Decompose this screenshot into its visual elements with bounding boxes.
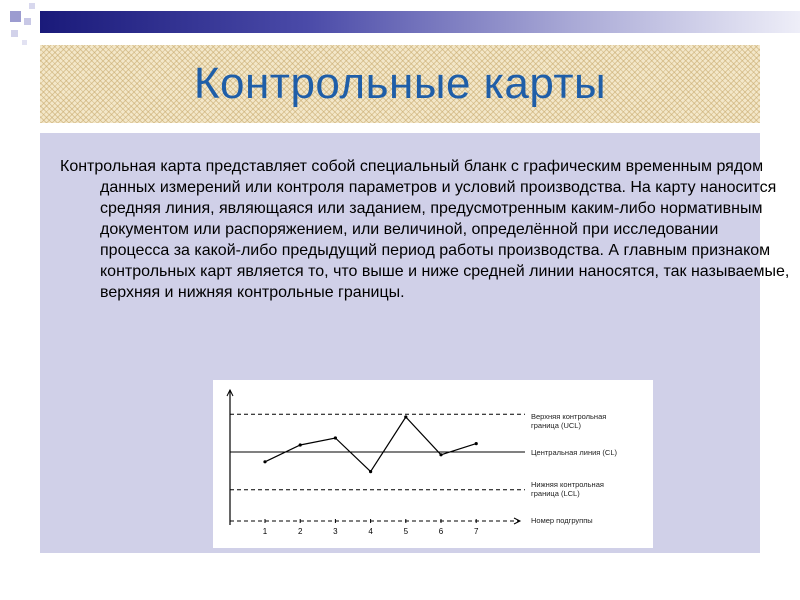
data-point: [439, 453, 442, 456]
top-gradient-bar: [40, 11, 800, 33]
x-tick-label: 3: [333, 527, 338, 536]
data-point: [404, 415, 407, 418]
lcl-label-line1: Нижняя контрольная: [531, 480, 604, 489]
slide-title: Контрольные карты: [193, 59, 607, 108]
data-point: [475, 442, 478, 445]
data-point: [334, 436, 337, 439]
x-tick-label: 2: [297, 527, 303, 536]
ucl-label-line1: Верхняя контрольная: [531, 412, 607, 421]
x-tick-label: 6: [438, 527, 444, 536]
data-point: [299, 443, 302, 446]
data-point: [263, 460, 266, 463]
data-point: [369, 470, 372, 473]
lcl-label: [531, 480, 604, 498]
data-series-line: [265, 417, 476, 472]
ucl-label: [531, 412, 606, 430]
ucl-label-line2: граница (UCL): [531, 421, 581, 430]
decor-square: [24, 18, 31, 25]
cl-label: Центральная линия (CL): [531, 448, 618, 457]
x-tick-label: 7: [473, 527, 479, 536]
x-tick-label: 4: [368, 527, 373, 536]
decor-square: [29, 3, 35, 9]
decor-square: [10, 11, 21, 22]
control-chart: [213, 380, 653, 548]
x-tick-label: 5: [403, 527, 409, 536]
decor-square: [22, 40, 27, 45]
slide-paragraph: Контрольная карта представляет собой специальный бланк с графическим временным рядом данных измерений или контроля параметров и условий производства. На карту наносится средняя линия, являющаяся или заданием, предусмотренным каким-либо нормативным документом или распоряжением, или величиной, определённой при исследовании процесса за какой-либо предыдущий период работы производства. А главным признаком контрольных карт является то, что выше и ниже средней линии наносятся, так называемые, верхняя и нижняя контрольные границы.: [60, 158, 790, 301]
decor-square: [11, 30, 18, 37]
x-axis-label: Номер подгруппы: [531, 516, 593, 525]
title-banner: [40, 45, 760, 123]
lcl-label-line2: граница (LCL): [531, 489, 580, 498]
x-tick-label: 1: [262, 527, 268, 536]
